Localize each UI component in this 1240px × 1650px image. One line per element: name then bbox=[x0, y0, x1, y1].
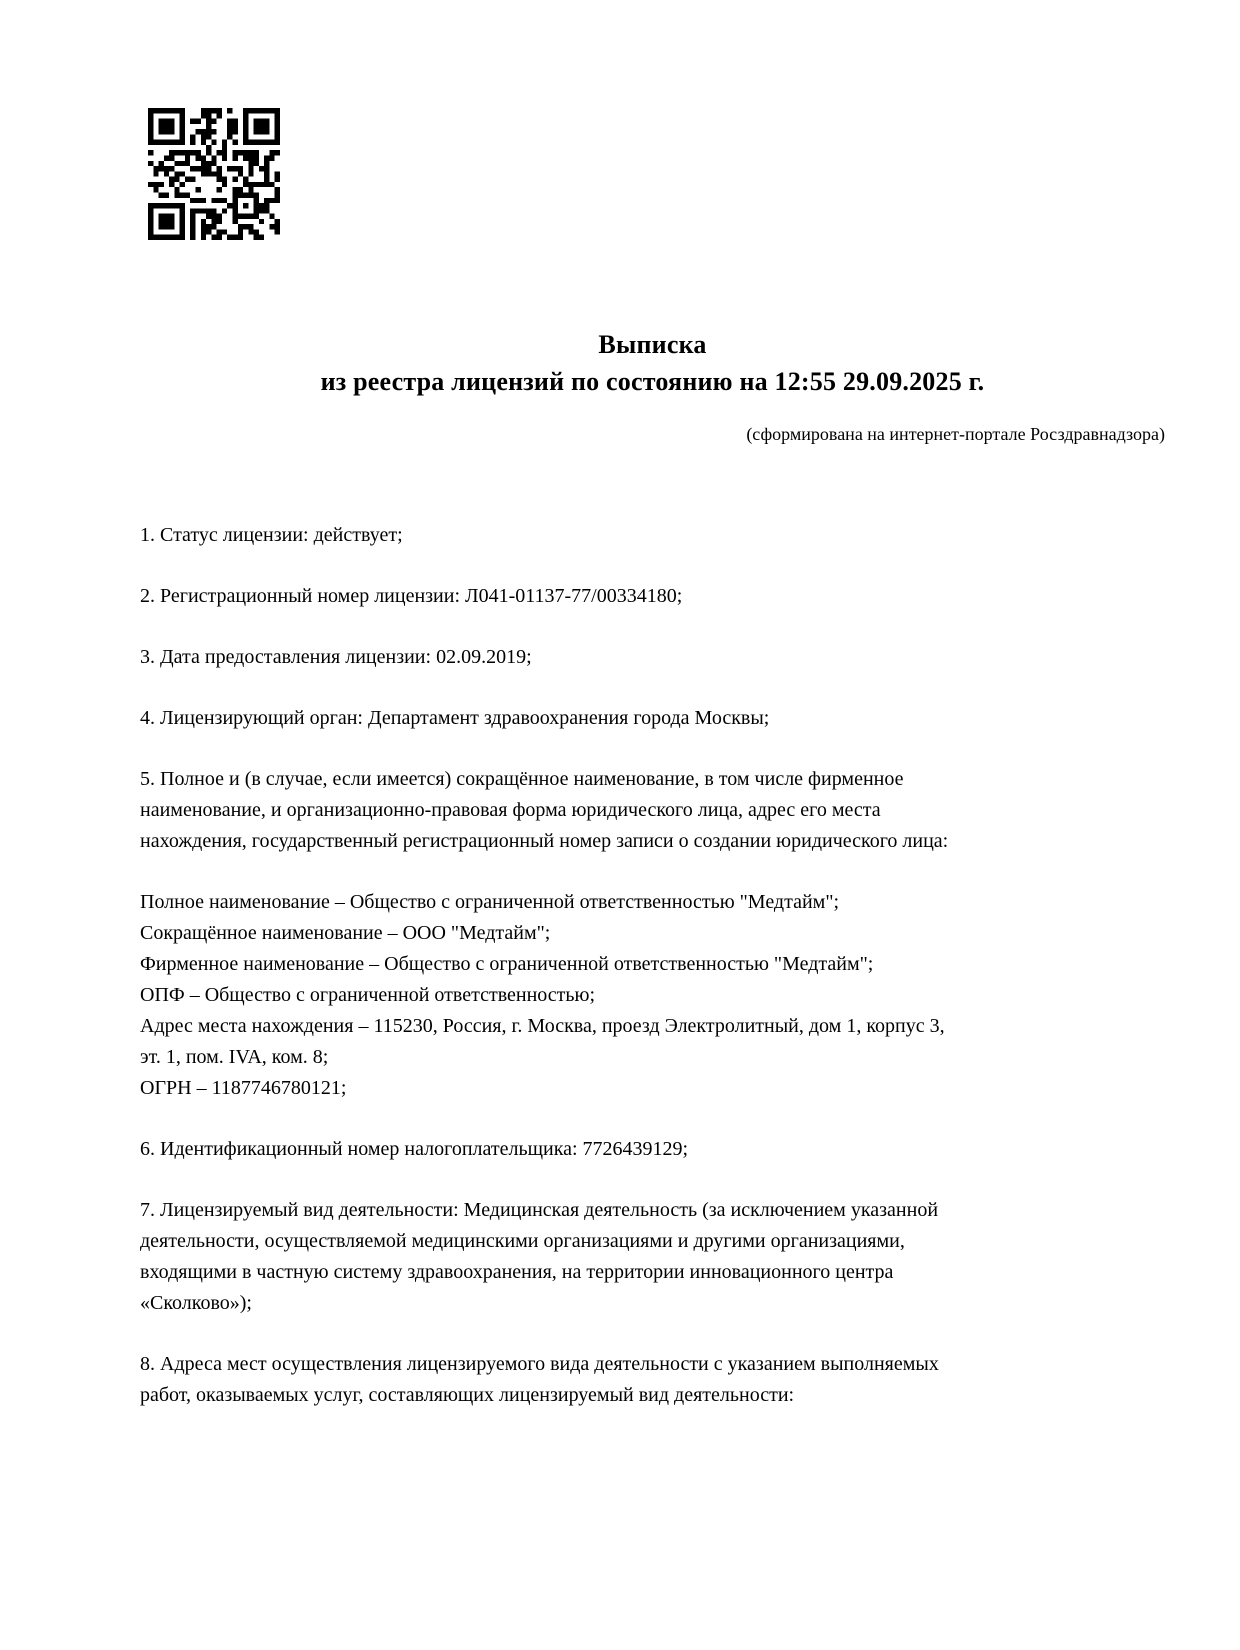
text-line: 3. Дата предоставления лицензии: 02.09.2019; bbox=[140, 646, 532, 668]
text-line: входящими в частную систему здравоохранения, на территории инновационного центра bbox=[140, 1261, 894, 1283]
ogrn-line: ОГРН – 1187746780121; bbox=[140, 1077, 347, 1099]
paragraph-grant-date bbox=[140, 642, 1170, 673]
text-line: работ, оказываемых услуг, составляющих лицензируемый вид деятельности: bbox=[140, 1384, 795, 1406]
text-line: «Сколково»); bbox=[140, 1292, 252, 1314]
address-line-2: эт. 1, пом. IVA, ком. 8; bbox=[140, 1046, 329, 1068]
short-name-line: Сокращённое наименование – ООО "Медтайм"; bbox=[140, 922, 551, 944]
paragraph-names-intro bbox=[140, 764, 1170, 857]
title-line-1: Выписка bbox=[598, 330, 707, 359]
brand-name-line: Фирменное наименование – Общество с ограниченной ответственностью "Медтайм"; bbox=[140, 953, 874, 975]
text-line: нахождения, государственный регистрационный номер записи о создании юридического лица: bbox=[140, 830, 949, 852]
qr-code-svg bbox=[148, 108, 280, 240]
text-line: деятельности, осуществляемой медицинскими организациями и другими организациями, bbox=[140, 1230, 905, 1252]
text-line: наименование, и организационно-правовая форма юридического лица, адрес его места bbox=[140, 799, 881, 821]
address-line-1: Адрес места нахождения – 115230, Россия, г. Москва, проезд Электролитный, дом 1, корпус 3, bbox=[140, 1015, 945, 1037]
paragraph-activity-type bbox=[140, 1195, 1170, 1319]
text-line: 7. Лицензируемый вид деятельности: Медицинская деятельность (за исключением указанной bbox=[140, 1199, 939, 1221]
qr-code-icon bbox=[148, 108, 280, 240]
paragraph-registration-number bbox=[140, 581, 1170, 612]
text-line: 6. Идентификационный номер налогоплательщика: 7726439129; bbox=[140, 1138, 689, 1160]
paragraph-licensing-authority bbox=[140, 703, 1170, 734]
paragraph-names-block bbox=[140, 887, 1170, 1104]
text-line: 4. Лицензирующий орган: Департамент здравоохранения города Москвы; bbox=[140, 707, 770, 729]
paragraph-license-status bbox=[140, 520, 1170, 551]
document-subtitle: (сформирована на интернет-портале Росздравнадзора) bbox=[746, 424, 1165, 444]
paragraph-addresses-intro bbox=[140, 1349, 1170, 1411]
document-title bbox=[140, 326, 1165, 400]
document-body bbox=[140, 520, 1170, 1411]
paragraph-taxpayer-number bbox=[140, 1134, 1170, 1165]
text-line: 8. Адреса мест осуществления лицензируемого вида деятельности с указанием выполняемых bbox=[140, 1353, 939, 1375]
full-name-line: Полное наименование – Общество с ограниченной ответственностью "Медтайм"; bbox=[140, 891, 840, 913]
legal-form-line: ОПФ – Общество с ограниченной ответственностью; bbox=[140, 984, 596, 1006]
title-line-2: из реестра лицензий по состоянию на 12:55 29.09.2025 г. bbox=[320, 367, 985, 396]
text-line: 2. Регистрационный номер лицензии: Л041-01137-77/00334180; bbox=[140, 585, 683, 607]
text-line: 5. Полное и (в случае, если имеется) сокращённое наименование, в том числе фирменное bbox=[140, 768, 904, 790]
text-line: 1. Статус лицензии: действует; bbox=[140, 524, 403, 546]
